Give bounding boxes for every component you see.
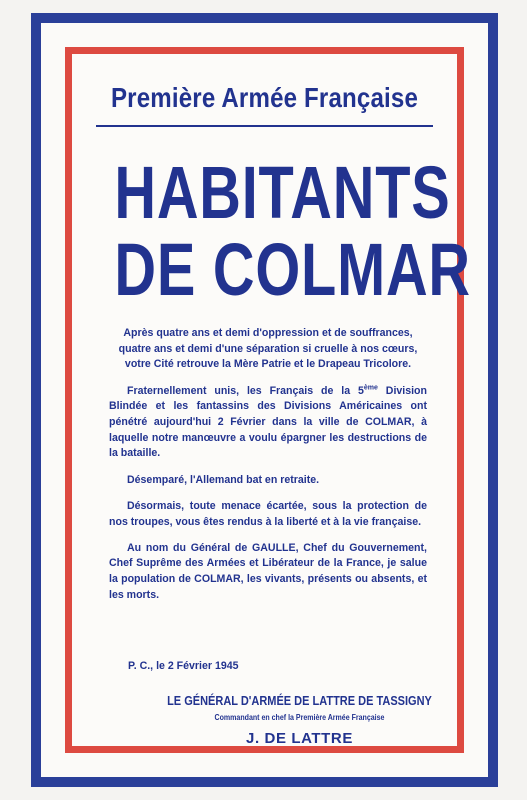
date-line: P. C., le 2 Février 1945 — [128, 660, 239, 672]
paragraph-2-start: Fraternellement unis, les Français de la 5 — [127, 384, 364, 397]
poster-border-white — [41, 23, 488, 777]
paragraph-1: Après quatre ans et demi d'oppression et de souffrances, quatre ans et demi d'une séparation si cruelle à nos cœurs, votre Cité retrouve la Mère Patrie et le Drapeau Tricolore. — [118, 327, 418, 371]
title-underline — [96, 125, 433, 127]
paragraph-3: Désemparé, l'Allemand bat en retraite. — [127, 473, 320, 486]
poster-border-red — [65, 47, 471, 753]
signature-name: J. DE LATTRE — [246, 730, 353, 747]
signature-rank: LE GÉNÉRAL D'ARMÉE DE LATTRE DE TASSIGNY — [167, 694, 432, 708]
headline-line-1: HABITANTS — [114, 151, 451, 234]
headline-line-2: DE COLMAR — [114, 228, 471, 311]
army-title: Première Armée Française — [110, 82, 419, 113]
proclamation-body — [109, 326, 427, 614]
paragraph-5: Au nom du Général de GAULLE, Chef du Gouvernement, Chef Suprême des Armées et Libérateur de la France, je salue la population de COLMAR, les vivants, présents ou absents, et les morts. — [109, 541, 427, 601]
paragraph-2 — [109, 384, 427, 463]
poster-border-blue — [31, 13, 498, 787]
paragraph-2-rest: Division Blindée et les fantassins des Divisions Américaines ont pénétré aujourd'hui 2 Février dans la ville de COLMAR, à laquelle notre manœuvre a voulu épargner les destructions de la bataille. — [109, 384, 427, 460]
paragraph-4: Désormais, toute menace écartée, sous la protection de nos troupes, vous êtes rendus à la liberté et à la vie française. — [109, 499, 427, 528]
ordinal-superscript: ème — [363, 384, 378, 392]
poster-content — [72, 54, 471, 747]
signature-role: Commandant en chef la Première Armée Française — [214, 713, 385, 722]
